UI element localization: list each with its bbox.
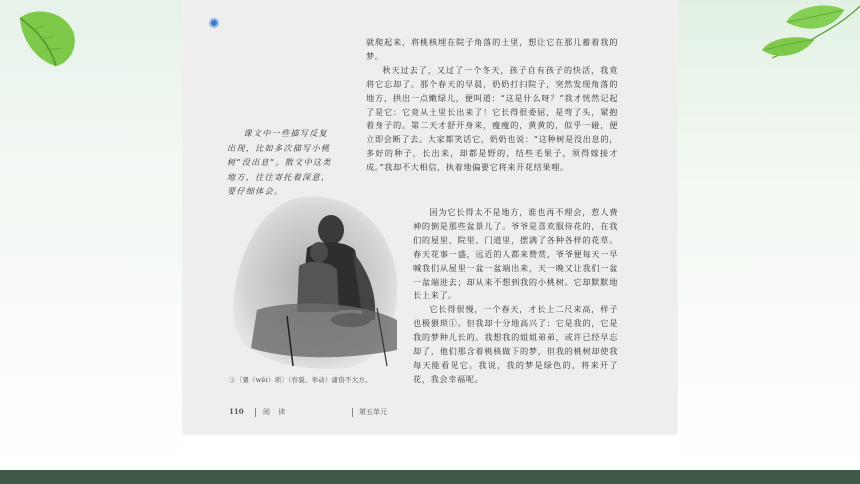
paragraph: 因为它长得太不是地方，谁也再不理会，惹人费神的倒是那些盆景儿了。爷爷是喜欢服侍花的，在我们的屋里、院里、门道里，摆满了各种各样的花草。春天花事一盛，远近的人都来赞赏，爷爷便每天一早喊我们从屋里一盆一盆端出来，天一晚又让我们一盆一盆端进去；却从来不想到我的小桃树。它却默默地长上来了。 [413,207,618,301]
photo-grandmother-and-child [227,190,403,370]
section-label: 阅 读 [263,408,289,416]
leaf-decoration-right [756,0,860,80]
paragraph: 就爬起来，将桃核埋在院子角落的土里，想让它在那儿蓄着我的梦。 [366,37,618,61]
footer-divider [352,408,353,417]
page-number: 110 [229,407,244,416]
side-note: 课文中一些描写反复出现，比如多次描写小桃树“没出息”。散文中这类地方，往往寄托着深意，要仔细体会。 [227,128,332,197]
footer-bar [0,470,860,484]
footer-divider [255,408,256,417]
text-column-bottom [413,206,618,387]
footnote: ①〔猥（wěi）琐〕（容貌、举动）庸俗不大方。 [229,376,372,384]
page-marker-icon [209,18,219,28]
unit-label: 第五单元 [359,408,387,416]
paragraph: 秋天过去了，又过了一个冬天，孩子自有孩子的快活，我竟将它忘却了。那个春天的早晨，奶奶打扫院子，突然发现角落的地方，拱出一点嫩绿儿，便叫道：“这是什么呀？”我才恍然记起了是它：它竟从土里长出来了！它长得很委屈，是弯了头，紧抱着身子的。第二天才舒开身来，瘦瘦的，黄黄的，似乎一碰，便立即会断了去。大家都笑话它，奶奶也说：“这种树是没出息的，多好的种子，长出来，却都是野的，结些毛果子，须得嫁接才成。”我却不大相信，执着地偏要它将来开花结果哩。 [366,64,618,173]
paragraph: 它长得很慢，一个春天，才长上二尺来高，样子也极猥琐①。但我却十分地高兴了：它是我的，它是我的梦种儿长的。我想我的姐姐弟弟，或许已经早忘却了，他们那含着桃核做下的梦，但我的桃树却使我每天能看见它。我说，我的梦是绿色的，将来开了花，我会幸福呢。 [413,304,618,384]
page-footer [229,407,649,419]
leaf-decoration-left [14,4,84,70]
textbook-page [183,0,677,434]
left-background [0,0,182,470]
text-column-top [366,36,618,175]
